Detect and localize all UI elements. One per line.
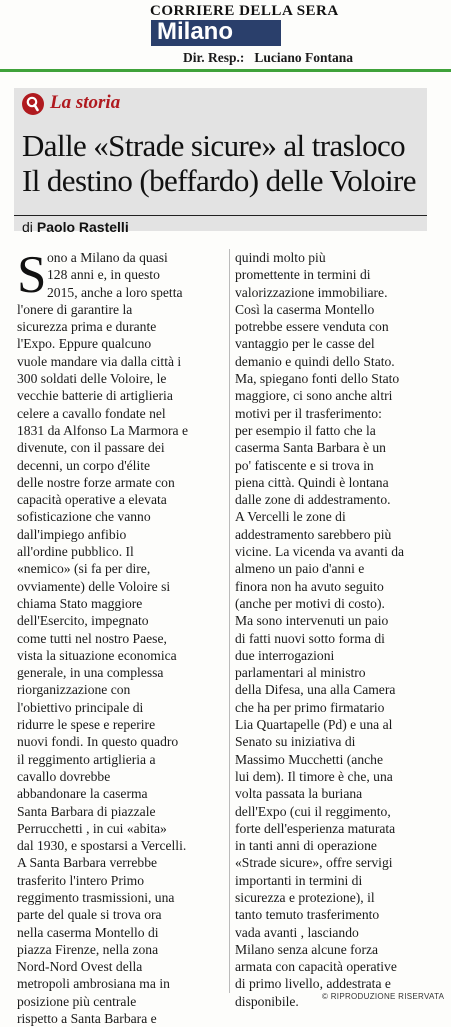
text-line: l'obiettivo principale di	[17, 699, 144, 715]
text-line: valorizzazione immobiliare.	[235, 284, 388, 300]
text-line: Massimo Mucchetti (anche	[235, 751, 383, 767]
article-column-2	[235, 249, 435, 1010]
byline-divider	[14, 215, 427, 216]
text-line: rispetto a Santa Barbara e	[17, 1011, 157, 1027]
text-line: «nemico» (si fa per dire,	[17, 561, 151, 577]
newspaper-name: CORRIERE DELLA SERA	[150, 3, 339, 19]
text-line: celere a cavallo fondate nel	[17, 405, 166, 421]
text-line: parte del quale si trova ora	[17, 907, 162, 923]
text-line: piazza Firenze, nella zona	[17, 941, 159, 957]
text-line: Così la caserma Montello	[235, 301, 375, 317]
text-line: nella caserma Montello di	[17, 924, 159, 940]
text-line: Ma sono intervenuti un paio	[235, 613, 389, 629]
text-line: addestramento sarebbero più	[235, 526, 392, 542]
text-line: dell'Expo (cui il reggimento,	[235, 803, 391, 819]
text-line: Lia Quartapelle (Pd) e una al	[235, 717, 393, 733]
masthead	[0, 0, 451, 72]
text-line: tanto temuto trasferimento	[235, 907, 380, 923]
text-line: per esempio il fatto che la	[235, 422, 376, 438]
text-line: dell'Esercito, impegnato	[17, 613, 149, 629]
text-line: importanti in termini di	[235, 872, 363, 888]
text-line: 300 soldati delle Voloire, le	[17, 371, 167, 387]
text-line: «Strade sicure», offre servigi	[235, 855, 393, 871]
text-line: forte dell'esperienza maturata	[235, 820, 396, 836]
text-line: A Santa Barbara verrebbe	[17, 855, 158, 871]
director-name: Luciano Fontana	[254, 50, 353, 65]
text-line: maggiore, ci sono anche altri	[235, 388, 393, 404]
text-line: potrebbe essere venduta con	[235, 319, 389, 335]
text-line: vuole mandare via dalla città i	[17, 353, 182, 369]
text-line: divenute, con il passare dei	[17, 440, 165, 456]
text-line: armata con capacità operative	[235, 959, 397, 975]
author-name: Paolo Rastelli	[36, 219, 129, 235]
text-line: dalle zone di addestramento.	[235, 492, 391, 508]
text-line: ridurre le spese e reperire	[17, 717, 156, 733]
text-line: di fatti nuovi sotto forma di	[235, 630, 385, 646]
text-line: 128 anni e, in questo	[47, 267, 160, 283]
text-line: disponibile.	[235, 993, 299, 1009]
text-line: Senato su iniziativa di	[235, 734, 356, 750]
text-line: parlamentari al ministro	[235, 665, 366, 681]
text-line: nuovi fondi. In questo quadro	[17, 734, 179, 750]
text-line: vecchie batterie di artiglieria	[17, 388, 173, 404]
column-divider	[229, 249, 230, 993]
text-line: A Vercelli le zone di	[235, 509, 346, 525]
text-line: Perrucchetti , in cui «abita»	[17, 820, 167, 836]
article-column-1	[17, 246, 223, 1027]
text-line: che ha per primo firmatario	[235, 699, 385, 715]
text-line: vista la situazione economica	[17, 647, 177, 663]
text-line: dall'impiego anfibio	[17, 526, 127, 542]
masthead-divider	[0, 69, 451, 72]
text-line: almeno un paio d'anni e	[235, 561, 365, 577]
text-line: sicurezza e protezione), il	[235, 889, 375, 905]
text-line: posizione più centrale	[17, 993, 137, 1009]
text-line: sicurezza prima e durante	[17, 319, 157, 335]
byline	[22, 219, 129, 235]
text-line: promettente in termini di	[235, 267, 371, 283]
text-line: lui dem). Il timore è che, una	[235, 768, 393, 784]
text-line: all'ordine pubblico. Il	[17, 544, 134, 560]
text-line: Milano senza alcune forza	[235, 941, 379, 957]
text-line: ovviamente) delle Voloire si	[17, 578, 171, 594]
text-line: vicine. La vicenda va avanti da	[235, 544, 405, 560]
text-line: finora non ha avuto seguito	[235, 578, 384, 594]
text-line: riorganizzazione con	[17, 682, 131, 698]
text-line: abbandonare la caserma	[17, 786, 148, 802]
headline	[22, 128, 422, 198]
text-line: come tutti nel nostro Paese,	[17, 630, 167, 646]
text-line: Santa Barbara di piazzale	[17, 803, 156, 819]
section-rubric: La storia	[50, 92, 121, 113]
text-line: volta passata la buriana	[235, 786, 363, 802]
text-line: l'onere di garantire la	[17, 301, 133, 317]
text-line: caserma Santa Barbara è un	[235, 440, 386, 456]
director-line	[0, 50, 451, 66]
text-line: vantaggio per le casse del	[235, 336, 375, 352]
text-line: metropoli ambrosiana ma in	[17, 976, 170, 992]
text-line: il reggimento artiglieria a	[17, 751, 156, 767]
copyright-notice: © RIPRODUZIONE RISERVATA	[322, 992, 445, 1001]
text-line: po' fatiscente e si trova in	[235, 457, 374, 473]
text-line: piena città. Quindi è lontana	[235, 474, 389, 490]
text-line: dal 1930, e spostarsi a Vercelli.	[17, 838, 187, 854]
text-line: 2015, anche a loro spetta	[47, 284, 183, 300]
text-line: cavallo dovrebbe	[17, 768, 111, 784]
text-line: Ma, spiegano fonti dello Stato	[235, 371, 400, 387]
drop-cap: S	[17, 246, 47, 304]
director-label: Dir. Resp.:	[182, 50, 245, 65]
text-line: Nord-Nord Ovest della	[17, 959, 143, 975]
byline-prefix: di	[22, 219, 33, 235]
text-line: generale, in una complessa	[17, 665, 164, 681]
text-line: demanio e quindi dello Stato.	[235, 353, 395, 369]
text-line: 1831 da Alfonso La Marmora e	[17, 422, 189, 438]
text-line: (anche per motivi di costo).	[235, 595, 385, 611]
text-line: delle nostre forze armate con	[17, 474, 175, 490]
text-line: quindi molto più	[235, 250, 326, 265]
text-line: ono a Milano da quasi	[47, 250, 168, 265]
text-line: vada avanti , lasciando	[235, 924, 359, 940]
text-line: motivi per il trasferimento:	[235, 405, 382, 421]
magnifier-icon	[22, 93, 44, 115]
text-line: l'Expo. Eppure qualcuno	[17, 336, 152, 352]
city-edition: Milano	[157, 18, 233, 45]
text-line: in tanti anni di operazione	[235, 838, 377, 854]
text-line: chiama Stato maggiore	[17, 595, 143, 611]
text-line: capacità operative a elevata	[17, 492, 167, 508]
text-line: di primo livello, addestrata e	[235, 976, 391, 992]
text-line: sofisticazione che vanno	[17, 509, 151, 525]
text-line: due interrogazioni	[235, 647, 335, 663]
headline-line-2: Il destino (beffardo) delle Voloire	[22, 163, 416, 198]
text-line: trasferito l'intero Primo	[17, 872, 145, 888]
text-line: reggimento trasmissioni, una	[17, 889, 175, 905]
text-line: della Difesa, una alla Camera	[235, 682, 396, 698]
headline-line-1: Dalle «Strade sicure» al trasloco	[22, 128, 406, 163]
text-line: decenni, un corpo d'élite	[17, 457, 151, 473]
